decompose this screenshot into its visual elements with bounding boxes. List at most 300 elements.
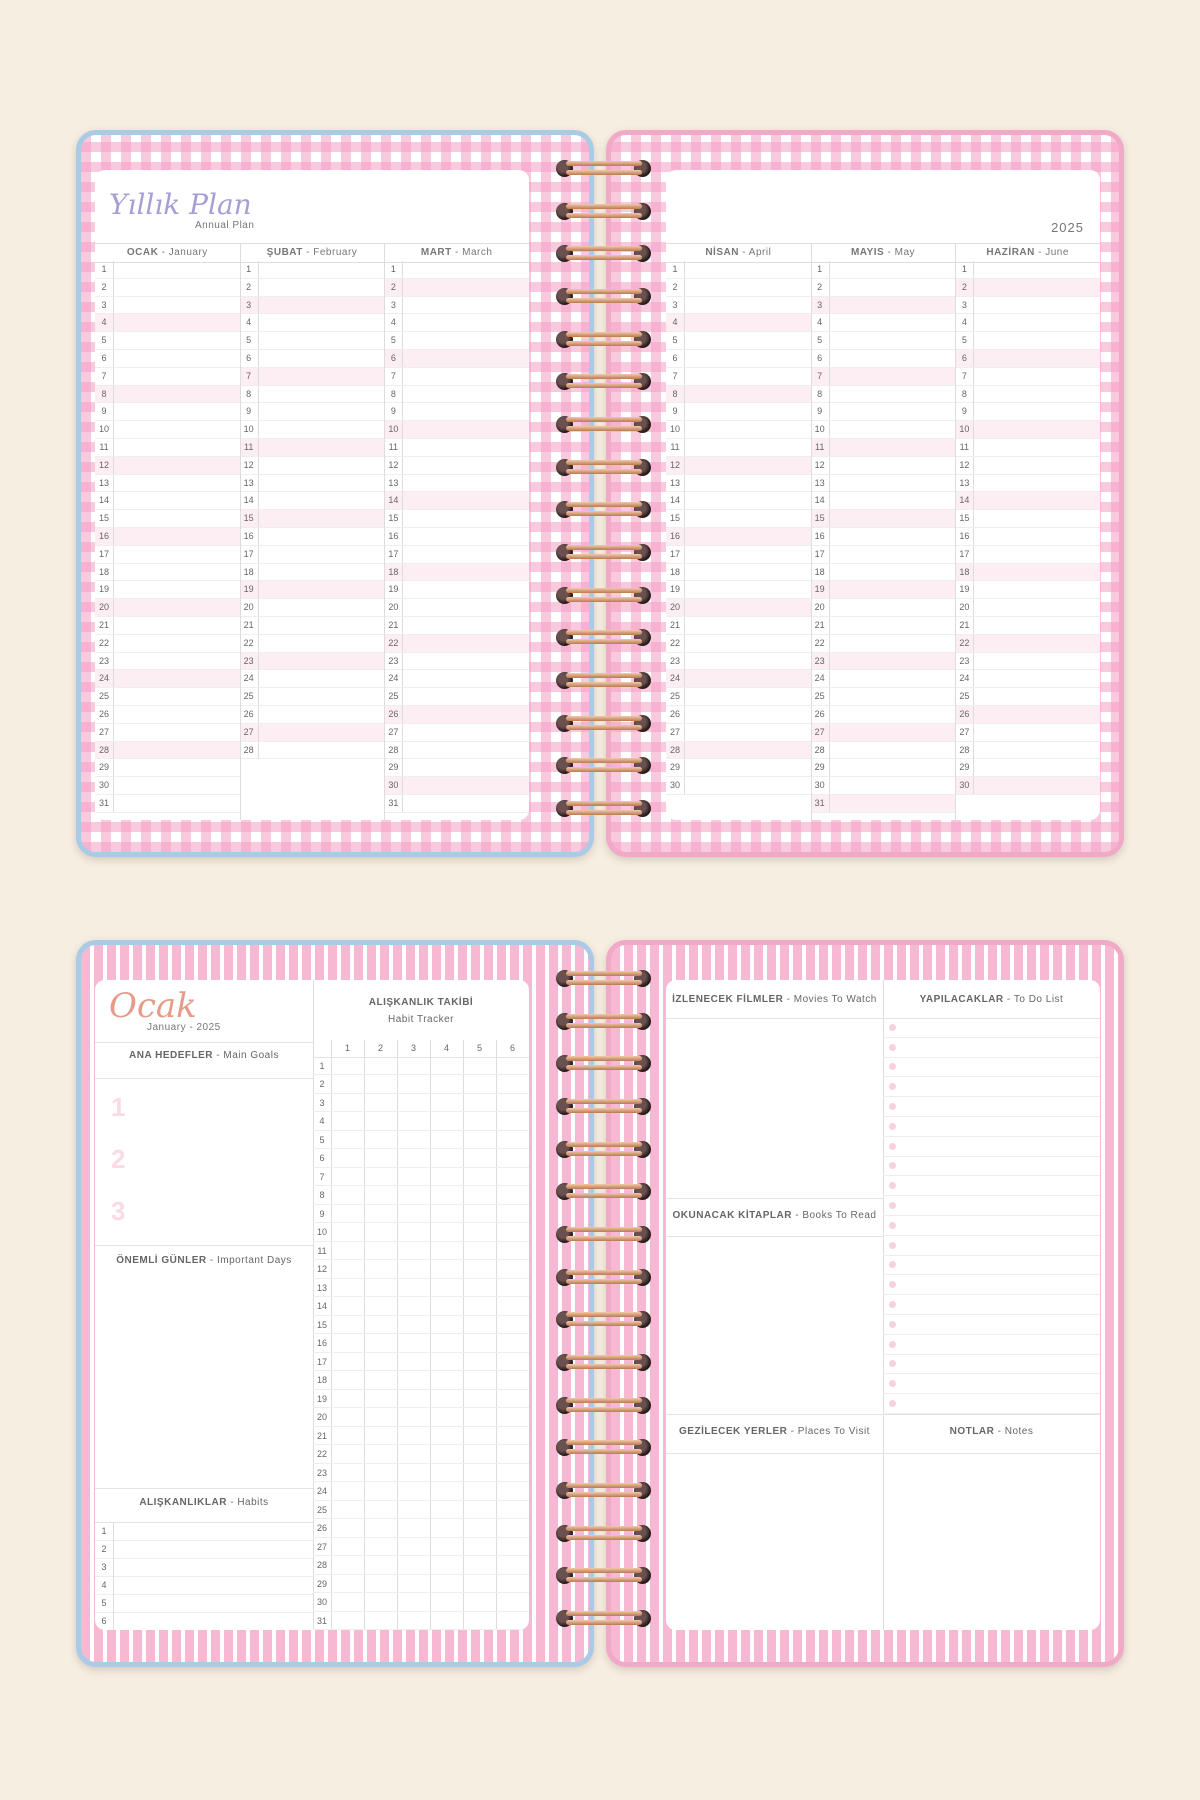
ring-wire (566, 417, 642, 422)
day-row (955, 706, 1100, 724)
day-row (955, 332, 1100, 350)
day-number: 14 (95, 492, 114, 509)
habit-number: 5 (95, 1594, 114, 1612)
tracker-day-number: 11 (317, 1245, 327, 1256)
todo-row[interactable] (883, 1137, 1100, 1157)
day-row (384, 421, 529, 439)
day-row (955, 742, 1100, 760)
day-number: 23 (240, 653, 259, 670)
day-number: 5 (811, 332, 830, 349)
day-number: 8 (666, 386, 685, 403)
day-number: 28 (95, 742, 114, 759)
day-number: 24 (955, 670, 974, 687)
tracker-row (313, 1538, 529, 1556)
day-number: 31 (811, 795, 830, 812)
day-row (384, 759, 529, 777)
ring-wire (566, 716, 642, 721)
todo-row[interactable] (883, 1097, 1100, 1117)
tracker-row (313, 1556, 529, 1574)
day-row (811, 688, 956, 706)
tracker-day-number: 13 (316, 1282, 327, 1293)
day-row (95, 599, 240, 617)
day-number: 25 (95, 688, 114, 705)
todo-bullet (889, 1143, 896, 1150)
day-row (955, 724, 1100, 742)
day-row (240, 599, 385, 617)
day-number: 25 (384, 688, 403, 705)
day-row (955, 368, 1100, 386)
todo-row[interactable] (883, 1256, 1100, 1276)
day-row (955, 777, 1100, 795)
ring-wire (566, 1279, 642, 1284)
ring-wire (566, 980, 642, 985)
ring-wire (566, 1014, 642, 1019)
day-number: 12 (95, 457, 114, 474)
spiral-ring (556, 1011, 652, 1031)
day-number: 28 (666, 742, 685, 759)
column-divider (811, 243, 812, 820)
day-row (240, 261, 385, 279)
todo-bullet (889, 1360, 896, 1367)
day-number: 18 (955, 564, 974, 581)
day-number: 6 (955, 350, 974, 367)
day-row (95, 368, 240, 386)
tracker-day-number: 2 (319, 1079, 325, 1090)
day-number: 13 (95, 475, 114, 492)
day-number: 10 (240, 421, 259, 438)
day-row (811, 635, 956, 653)
day-row (240, 475, 385, 493)
ring-wire (566, 1193, 642, 1198)
todo-row[interactable] (883, 1335, 1100, 1355)
day-row (95, 759, 240, 777)
tracker-day-number: 3 (319, 1097, 325, 1108)
day-row (666, 546, 811, 564)
day-row (384, 546, 529, 564)
day-number: 25 (811, 688, 830, 705)
ring-wire (566, 1227, 642, 1232)
day-row (666, 706, 811, 724)
day-number: 26 (955, 706, 974, 723)
day-number: 7 (811, 368, 830, 385)
day-number: 13 (811, 475, 830, 492)
day-row (384, 261, 529, 279)
spiral-ring (556, 1053, 652, 1073)
habit-number: 1 (95, 1522, 114, 1540)
ring-wire (566, 1056, 642, 1061)
day-number: 2 (811, 279, 830, 296)
day-number: 4 (955, 314, 974, 331)
todo-row[interactable] (883, 1394, 1100, 1414)
day-number: 17 (95, 546, 114, 563)
day-row (811, 653, 956, 671)
column-divider (955, 243, 956, 820)
day-row (666, 332, 811, 350)
todo-row[interactable] (883, 1117, 1100, 1137)
spiral-ring (556, 1181, 652, 1201)
day-number: 9 (240, 403, 259, 420)
ring-wire (566, 298, 642, 303)
day-row (95, 457, 240, 475)
tracker-col-header: 2 (377, 1043, 383, 1053)
day-row (811, 350, 956, 368)
day-number: 20 (240, 599, 259, 616)
day-number: 22 (811, 635, 830, 652)
day-row (95, 564, 240, 582)
todo-row[interactable] (883, 1295, 1100, 1315)
day-row (240, 457, 385, 475)
day-number: 29 (384, 759, 403, 776)
day-number: 12 (666, 457, 685, 474)
month-name-tr: OCAK (126, 247, 159, 258)
monthly-left-card (95, 980, 529, 1630)
day-number: 12 (811, 457, 830, 474)
tracker-day-number: 20 (316, 1412, 327, 1423)
day-number: 15 (240, 510, 259, 527)
day-number: 26 (95, 706, 114, 723)
day-number: 3 (384, 297, 403, 314)
ring-wire (566, 767, 642, 772)
day-number: 9 (666, 403, 685, 420)
habits-title: ALIŞKANLIKLAR - Habits (139, 1497, 269, 1508)
month-name-tr: ŞUBAT (266, 247, 303, 258)
todo-row[interactable] (883, 1374, 1100, 1394)
todo-row[interactable] (883, 1077, 1100, 1097)
day-row (955, 492, 1100, 510)
day-row (95, 314, 240, 332)
todo-row[interactable] (883, 1275, 1100, 1295)
ring-wire (566, 383, 642, 388)
day-row (384, 475, 529, 493)
spiral-ring (556, 968, 652, 988)
day-number: 3 (95, 297, 114, 314)
day-number: 21 (384, 617, 403, 634)
day-number: 10 (666, 421, 685, 438)
tracker-day-number: 1 (319, 1061, 325, 1071)
day-number: 1 (95, 261, 114, 278)
day-number: 24 (384, 670, 403, 687)
day-row (666, 386, 811, 404)
movies-title: İZLENECEK FİLMLER - Movies To Watch (672, 994, 877, 1005)
day-row (955, 386, 1100, 404)
day-row (384, 350, 529, 368)
day-row (811, 706, 956, 724)
day-number: 25 (240, 688, 259, 705)
day-row (384, 706, 529, 724)
day-row (811, 457, 956, 475)
day-number: 28 (955, 742, 974, 759)
day-row (95, 617, 240, 635)
day-number: 15 (955, 510, 974, 527)
ring-wire (566, 801, 642, 806)
day-number: 3 (666, 297, 685, 314)
spiral-ring (556, 713, 652, 733)
day-number: 5 (240, 332, 259, 349)
day-row (384, 777, 529, 795)
spiral-ring (556, 457, 652, 477)
day-row (240, 581, 385, 599)
day-number: 6 (240, 350, 259, 367)
todo-row[interactable] (883, 1216, 1100, 1236)
todo-row[interactable] (883, 1236, 1100, 1256)
todo-list (883, 1018, 1100, 1414)
day-number: 8 (384, 386, 403, 403)
todo-row[interactable] (883, 1355, 1100, 1375)
tracker-row (313, 1427, 529, 1445)
tracker-row (313, 1057, 529, 1075)
day-row (666, 475, 811, 493)
ring-wire (566, 1483, 642, 1488)
todo-row[interactable] (883, 1196, 1100, 1216)
day-row (240, 742, 385, 760)
month-header: MART - March (384, 243, 529, 263)
ring-wire (566, 1535, 642, 1540)
todo-row[interactable] (883, 1058, 1100, 1078)
day-row (666, 261, 811, 279)
day-row (666, 403, 811, 421)
ring-wire (566, 673, 642, 678)
day-number: 7 (955, 368, 974, 385)
spiral-ring (556, 1480, 652, 1500)
habit-tracker-subtitle: Habit Tracker (388, 1014, 454, 1025)
day-row (811, 279, 956, 297)
todo-row[interactable] (883, 1176, 1100, 1196)
ring-wire (566, 1270, 642, 1275)
month-header: NİSAN - April (666, 243, 811, 263)
day-number: 6 (666, 350, 685, 367)
day-row (95, 332, 240, 350)
todo-row[interactable] (883, 1038, 1100, 1058)
day-row (240, 546, 385, 564)
spiral-ring (556, 627, 652, 647)
day-number: 4 (95, 314, 114, 331)
day-number: 28 (384, 742, 403, 759)
day-number: 22 (95, 635, 114, 652)
annual-left-card (95, 170, 529, 820)
ring-wire (566, 246, 642, 251)
day-row (811, 475, 956, 493)
day-number: 20 (384, 599, 403, 616)
day-number: 24 (811, 670, 830, 687)
ring-wire (566, 1620, 642, 1625)
annual-right-page (606, 130, 1124, 857)
goal-number: 2 (111, 1144, 126, 1174)
day-row (95, 261, 240, 279)
day-number: 5 (955, 332, 974, 349)
day-row (95, 421, 240, 439)
habit-row (95, 1540, 313, 1559)
tracker-row (313, 1149, 529, 1167)
day-number: 21 (955, 617, 974, 634)
day-row (384, 564, 529, 582)
day-number: 23 (384, 653, 403, 670)
tracker-row (313, 1260, 529, 1278)
day-number: 8 (240, 386, 259, 403)
day-row (240, 635, 385, 653)
day-row (240, 510, 385, 528)
day-row (240, 688, 385, 706)
day-row (95, 279, 240, 297)
habit-tracker-title: ALIŞKANLIK TAKİBİ (368, 997, 474, 1008)
day-row (811, 528, 956, 546)
ring-wire (566, 255, 642, 260)
day-number: 22 (666, 635, 685, 652)
tracker-row (313, 1297, 529, 1315)
day-row (384, 279, 529, 297)
day-number: 10 (811, 421, 830, 438)
day-number: 20 (955, 599, 974, 616)
goal-number: 1 (111, 1092, 126, 1122)
day-row (666, 653, 811, 671)
todo-bullet (889, 1083, 896, 1090)
day-row (666, 581, 811, 599)
day-row (955, 279, 1100, 297)
day-row (240, 724, 385, 742)
tracker-row (313, 1334, 529, 1352)
day-number: 4 (384, 314, 403, 331)
month-column (811, 243, 956, 820)
tracker-row (313, 1445, 529, 1463)
day-row (955, 297, 1100, 315)
day-row (384, 635, 529, 653)
tracker-day-number: 26 (316, 1523, 327, 1534)
day-row (666, 528, 811, 546)
tracker-row (313, 1575, 529, 1593)
day-row (240, 314, 385, 332)
day-number: 5 (384, 332, 403, 349)
day-number: 12 (240, 457, 259, 474)
day-row (666, 297, 811, 315)
day-row (240, 297, 385, 315)
annual-right-card (666, 170, 1100, 820)
day-number: 23 (666, 653, 685, 670)
day-row (384, 403, 529, 421)
tracker-day-number: 28 (316, 1560, 327, 1571)
annual-plan-spread (76, 130, 1124, 860)
day-number: 27 (240, 724, 259, 741)
day-row (95, 670, 240, 688)
day-number: 7 (240, 368, 259, 385)
todo-bullet (889, 1202, 896, 1209)
ring-wire (566, 332, 642, 337)
day-number: 31 (384, 795, 403, 812)
ring-wire (566, 1440, 642, 1445)
todo-row[interactable] (883, 1157, 1100, 1177)
day-row (811, 492, 956, 510)
day-number: 8 (811, 386, 830, 403)
day-number: 19 (95, 581, 114, 598)
day-row (240, 617, 385, 635)
ring-wire (566, 810, 642, 815)
todo-row[interactable] (883, 1018, 1100, 1038)
day-number: 4 (666, 314, 685, 331)
day-row (95, 492, 240, 510)
day-number: 17 (666, 546, 685, 563)
day-number: 30 (95, 777, 114, 794)
spiral-ring (556, 499, 652, 519)
day-row (384, 617, 529, 635)
ring-wire (566, 170, 642, 175)
day-number: 2 (666, 279, 685, 296)
tracker-day-number: 29 (316, 1578, 327, 1589)
day-number: 13 (384, 475, 403, 492)
habit-row (95, 1576, 313, 1595)
day-number: 6 (95, 350, 114, 367)
tracker-day-number: 30 (316, 1597, 327, 1608)
day-row (811, 599, 956, 617)
day-number: 28 (811, 742, 830, 759)
day-number: 2 (955, 279, 974, 296)
day-row (666, 564, 811, 582)
todo-row[interactable] (883, 1315, 1100, 1335)
day-row (811, 581, 956, 599)
todo-bullet (889, 1242, 896, 1249)
day-number: 30 (955, 777, 974, 794)
day-row (955, 581, 1100, 599)
todo-bullet (889, 1281, 896, 1288)
day-row (384, 724, 529, 742)
spiral-ring (556, 1096, 652, 1116)
day-row (95, 635, 240, 653)
day-row (95, 475, 240, 493)
day-number: 1 (384, 261, 403, 278)
day-number: 6 (384, 350, 403, 367)
tracker-day-number: 9 (319, 1208, 325, 1219)
day-row (240, 564, 385, 582)
annual-title: Yıllık Plan (109, 188, 252, 221)
habit-number: 6 (95, 1612, 114, 1630)
day-number: 16 (240, 528, 259, 545)
spiral-ring (556, 585, 652, 605)
day-row (240, 421, 385, 439)
day-number: 16 (811, 528, 830, 545)
todo-bullet (889, 1182, 896, 1189)
month-name-tr: MAYIS (850, 247, 885, 258)
books-title: OKUNACAK KİTAPLAR - Books To Read (672, 1210, 877, 1221)
day-number: 17 (384, 546, 403, 563)
ring-wire (566, 511, 642, 516)
day-number: 18 (666, 564, 685, 581)
month-column (666, 243, 811, 820)
ring-wire (566, 1492, 642, 1497)
day-number: 24 (240, 670, 259, 687)
day-number: 20 (811, 599, 830, 616)
ring-wire (566, 1577, 642, 1582)
spiral-ring (556, 286, 652, 306)
spiral-ring (556, 542, 652, 562)
tracker-day-number: 18 (316, 1375, 327, 1386)
day-row (384, 670, 529, 688)
day-number: 17 (955, 546, 974, 563)
todo-bullet (889, 1321, 896, 1328)
day-number: 10 (384, 421, 403, 438)
ring-wire (566, 1108, 642, 1113)
ring-wire (566, 1312, 642, 1317)
day-number: 15 (666, 510, 685, 527)
annual-subtitle: Annual Plan (195, 220, 255, 231)
tracker-row (313, 1223, 529, 1241)
day-row (955, 635, 1100, 653)
day-row (666, 368, 811, 386)
habit-row (95, 1612, 313, 1630)
day-number: 17 (811, 546, 830, 563)
tracker-row (313, 1464, 529, 1482)
day-row (811, 421, 956, 439)
day-row (955, 759, 1100, 777)
day-row (384, 439, 529, 457)
day-row (95, 546, 240, 564)
day-row (811, 777, 956, 795)
